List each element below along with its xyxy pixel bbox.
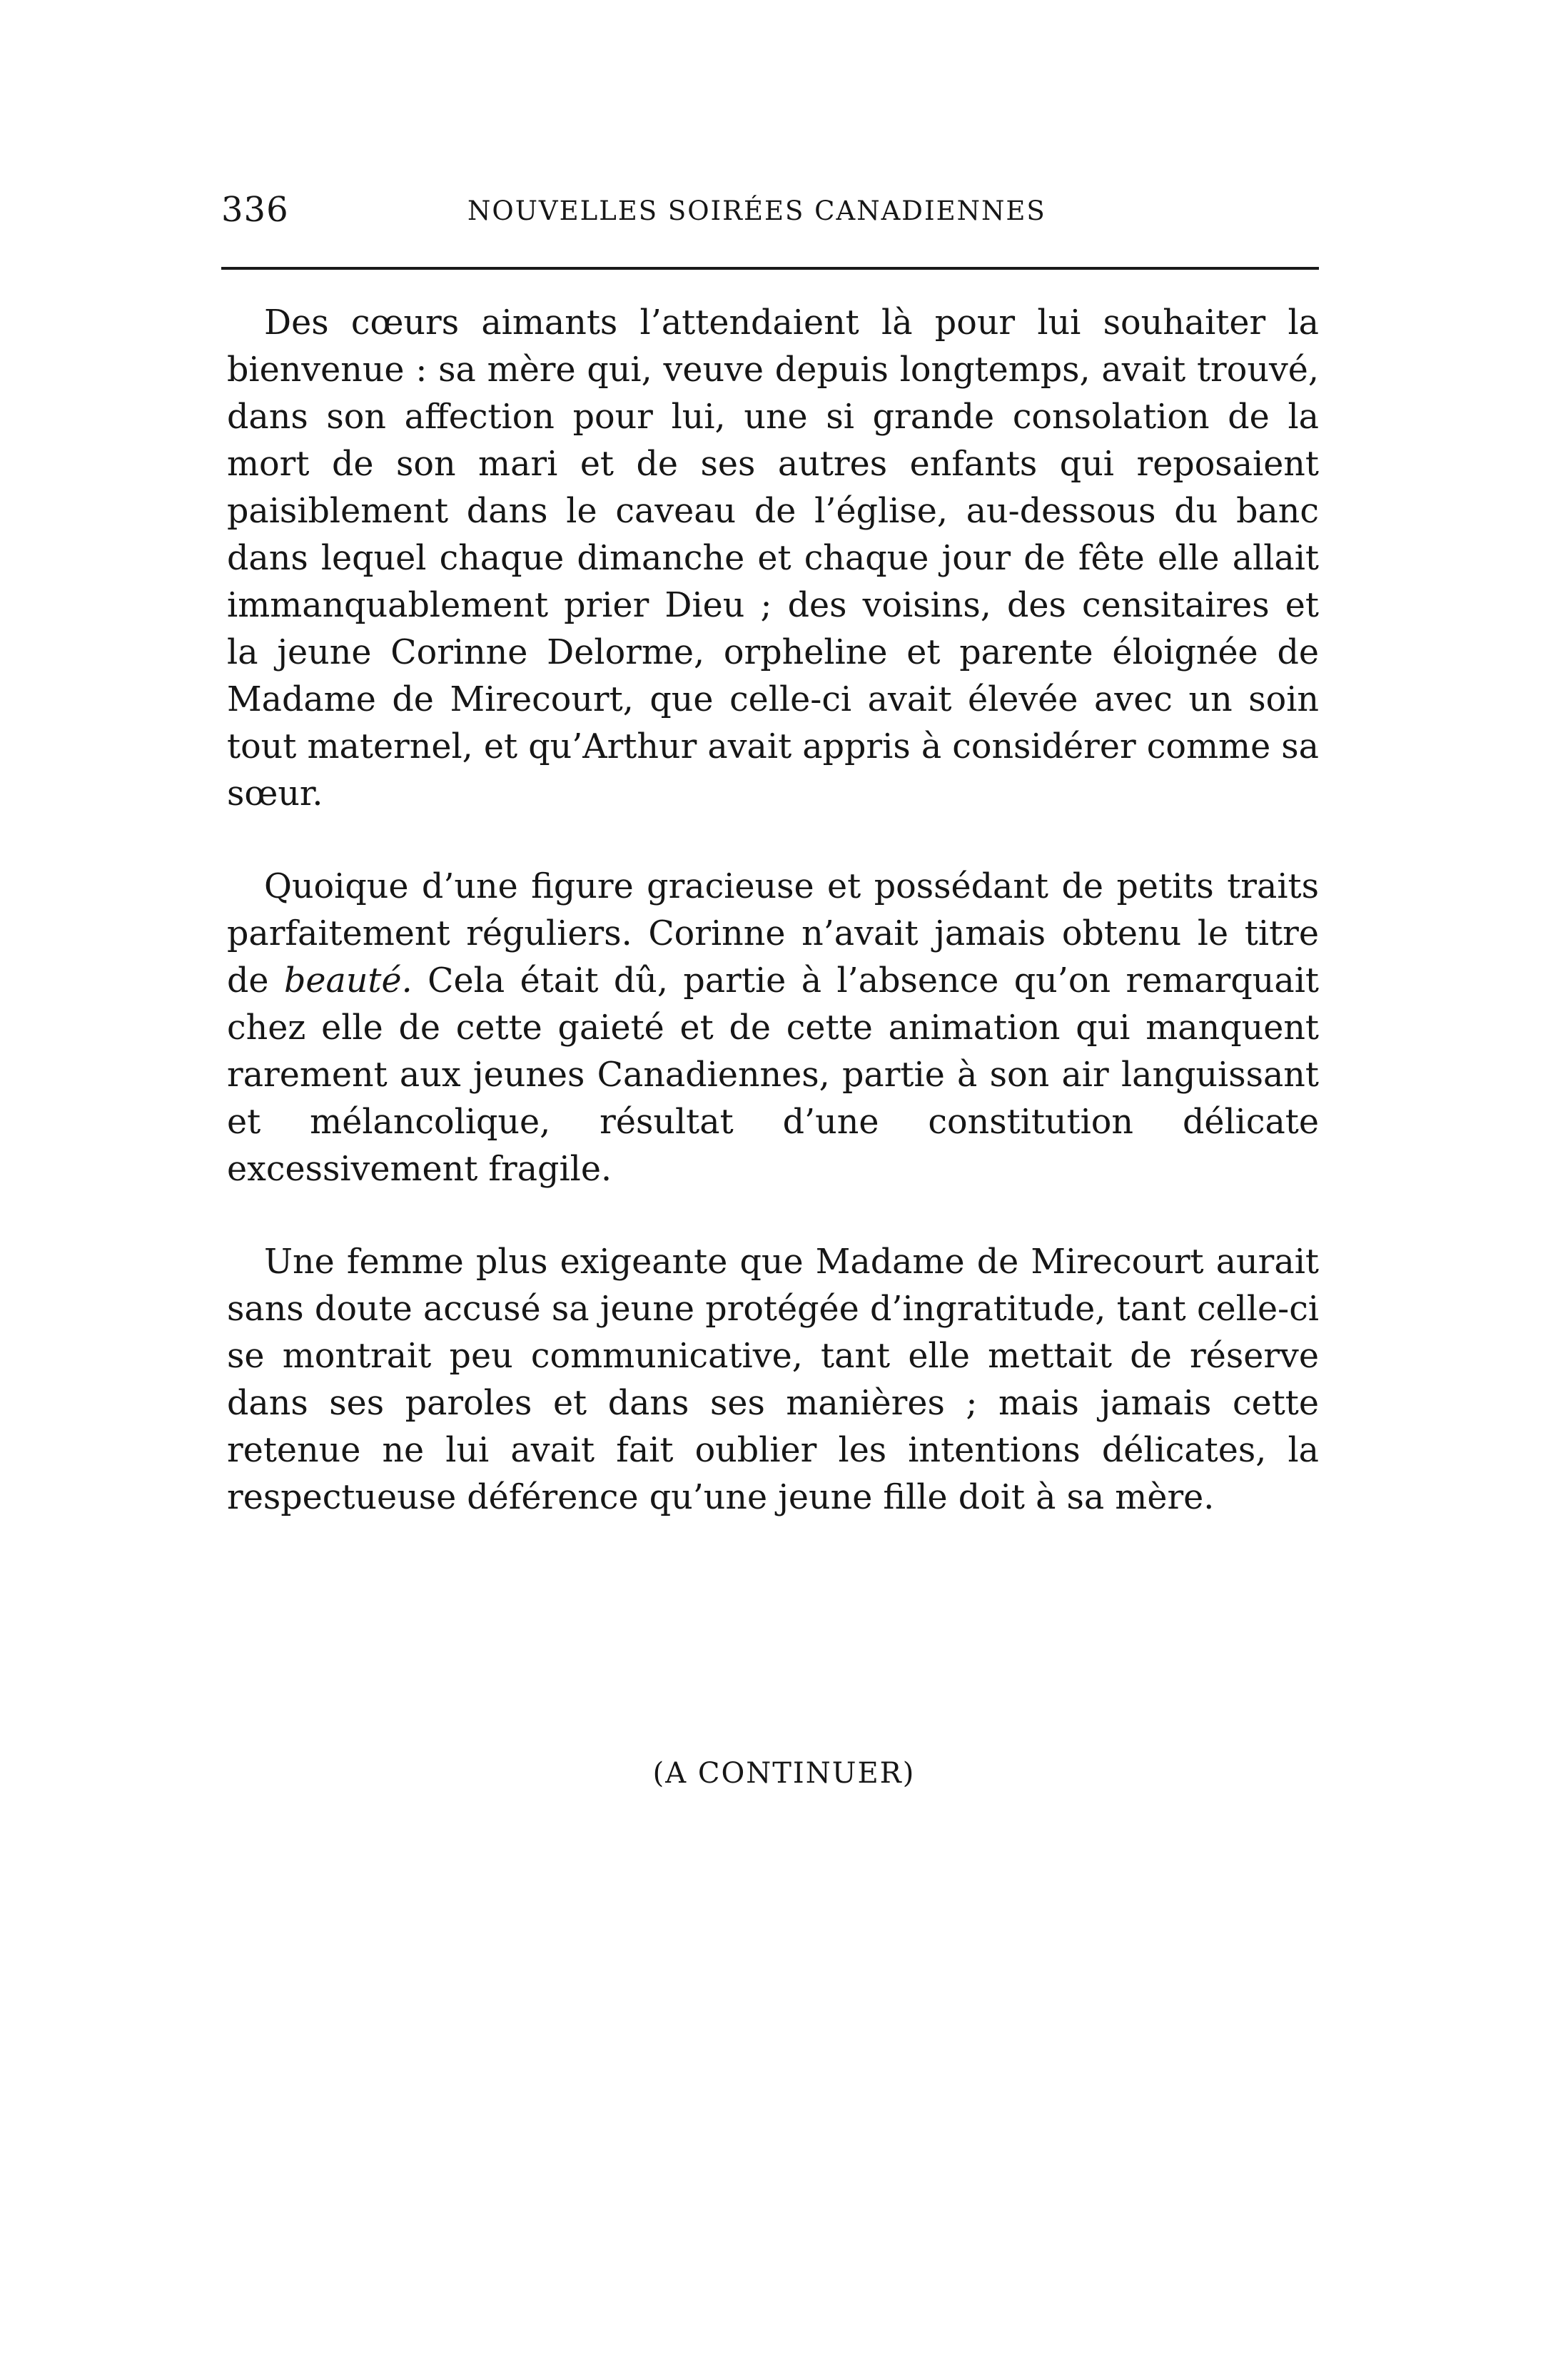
- running-head: [221, 187, 1320, 237]
- page-number: 336: [221, 190, 289, 230]
- paragraph-2-text-after: Cela était dû, partie à l’absence qu’on remarquait chez elle de cette gaieté et de cette animation qui manquent rarement aux jeunes Canadiennes, partie à son air languissant et mélancolique, résultat d’une constitution délicate excessivement fragile.: [227, 961, 1319, 1189]
- header-rule: [221, 267, 1319, 270]
- paragraph-2-text-before: Quoique d’une figure gracieuse et possédant de petits traits parfaitement réguliers. Corinne n’avait jamais obtenu le titre de: [227, 867, 1319, 1001]
- paragraph-3: Une femme plus exigeante que Madame de Mirecourt aurait sans doute accusé sa jeune protégée d’ingratitude, tant celle-ci se montrait peu communicative, tant elle mettait de réserve dans ses paroles et dans ses manières ; mais jamais cette retenue ne lui avait fait oublier les intentions délicates, la respectueuse déférence qu’une jeune fille doit à sa mère.: [227, 1242, 1319, 1517]
- paragraph-2-italic-word: beauté.: [283, 961, 413, 1001]
- paragraph-2: [227, 864, 1319, 1193]
- running-title: NOUVELLES SOIRÉES CANADIENNES: [467, 196, 1046, 226]
- body-text: [227, 300, 1319, 1521]
- paragraph-1: Des cœurs aimants l’attendaient là pour lui souhaiter la bienvenue : sa mère qui, veuve depuis longtemps, avait trouvé, dans son affection pour lui, une si grande consolation de la mort de son mari et de ses autres enfants qui reposaient paisiblement dans le caveau de l’église, au-dessous du banc dans lequel chaque dimanche et chaque jour de fête elle allait immanquablement prier Dieu ; des voisins, des censitaires et la jeune Corinne Delorme, orpheline et parente éloignée de Madame de Mirecourt, que celle-ci avait élevée avec un soin tout maternel, et qu’Arthur avait appris à considérer comme sa sœur.: [227, 303, 1319, 814]
- continuation-note: (A CONTINUER): [652, 1757, 916, 1790]
